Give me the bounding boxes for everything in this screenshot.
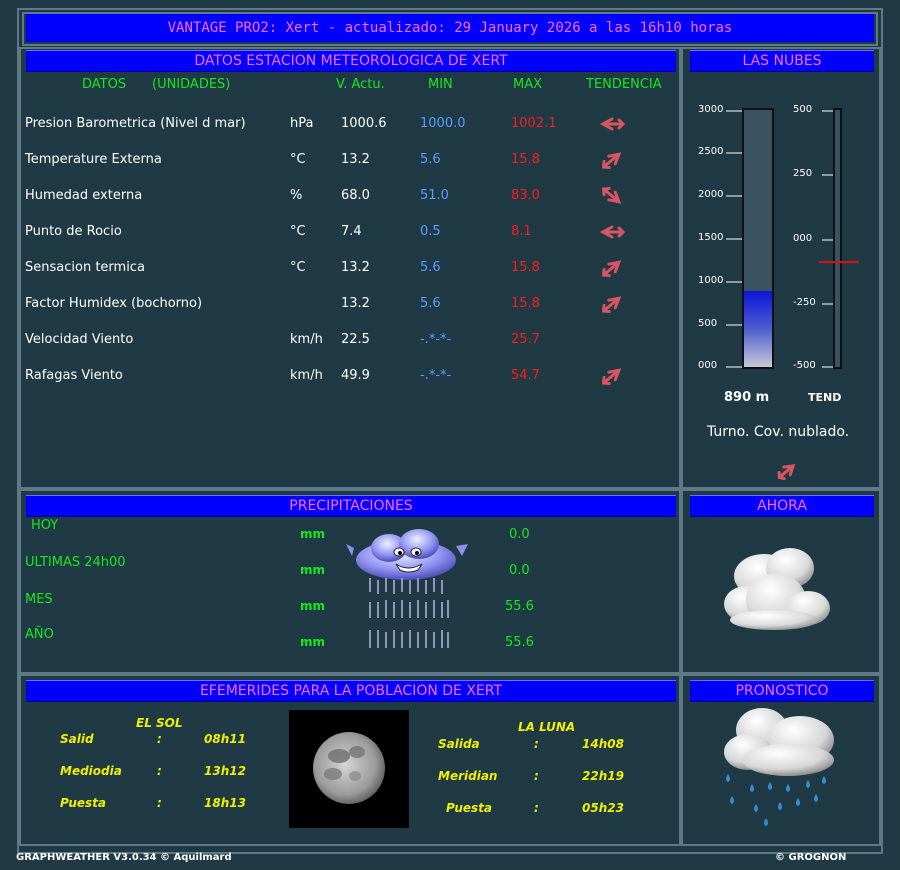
col-header-unidades: (UNIDADES) xyxy=(152,77,231,92)
precip-label: ULTIMAS 24h00 xyxy=(25,555,126,570)
col-header-actual: V. Actu. xyxy=(336,77,385,92)
moon-time: 22h19 xyxy=(582,769,624,783)
moon-label: Meridian xyxy=(438,769,498,783)
moon-sep: : xyxy=(534,769,539,783)
row-value: 7.4 xyxy=(341,224,362,239)
sun-sep: : xyxy=(157,732,162,746)
col-header-max: MAX xyxy=(513,77,543,92)
precip-label: MES xyxy=(25,592,53,607)
precip-value: 0.0 xyxy=(509,563,530,578)
precip-value: 55.6 xyxy=(505,599,534,614)
tend-tick-label: 500 xyxy=(793,104,813,115)
moon-sep: : xyxy=(534,801,539,815)
row-max: 1002.1 xyxy=(511,116,557,131)
row-unit: °C xyxy=(290,152,306,167)
altitude-tick-label: 2500 xyxy=(698,146,724,157)
row-label: Factor Humidex (bochorno) xyxy=(25,296,203,311)
row-min: -.*-*- xyxy=(420,368,452,383)
station-title: DATOS ESTACION METEOROLOGICA DE XERT xyxy=(26,50,676,72)
row-max: 15.8 xyxy=(511,152,540,167)
row-max: 15.8 xyxy=(511,296,540,311)
row-unit: km/h xyxy=(290,368,323,383)
tend-tube xyxy=(834,109,841,368)
row-label: Humedad externa xyxy=(25,188,143,203)
sun-sep: : xyxy=(157,764,162,778)
moon-time: 05h23 xyxy=(582,801,624,815)
row-unit: °C xyxy=(290,260,306,275)
row-max: 15.8 xyxy=(511,260,540,275)
rain-cloud-icon xyxy=(718,700,844,834)
row-min: 5.6 xyxy=(420,152,441,167)
moon-sep: : xyxy=(534,737,539,751)
precip-value: 0.0 xyxy=(509,527,530,542)
row-label: Sensacion termica xyxy=(25,260,145,275)
row-label: Punto de Rocio xyxy=(25,224,122,239)
moon-time: 14h08 xyxy=(582,737,624,751)
sun-label: Mediodia xyxy=(60,764,122,778)
altitude-tick-label: 000 xyxy=(698,360,718,371)
cloud-base-label: 890 m xyxy=(724,390,770,405)
cloud-base-fill xyxy=(744,291,772,367)
trend-up-icon xyxy=(598,256,626,280)
row-value: 13.2 xyxy=(341,152,370,167)
altitude-tick-label: 3000 xyxy=(698,104,724,115)
row-max: 54.7 xyxy=(511,368,540,383)
moon-label: Puesta xyxy=(446,801,493,815)
row-label: Temperature Externa xyxy=(25,152,162,167)
sun-time: 18h13 xyxy=(204,796,246,810)
sun-title: EL SOL xyxy=(136,716,183,730)
tend-tick-label: -500 xyxy=(793,360,816,371)
cloud-status: Turno. Cov. nublado. xyxy=(707,424,850,440)
trend-left-icon xyxy=(598,112,626,136)
precip-unit: mm xyxy=(300,599,326,613)
efemerides-title: EFEMERIDES PARA LA POBLACION DE XERT xyxy=(26,680,676,702)
precip-value: 55.6 xyxy=(505,635,534,650)
precip-unit: mm xyxy=(300,527,326,541)
row-value: 13.2 xyxy=(341,296,370,311)
trend-up-icon xyxy=(598,364,626,388)
footer-credit: GRAPHWEATHER V3.0.34 © Aquilmard xyxy=(16,852,232,863)
row-value: 22.5 xyxy=(341,332,370,347)
moon-image xyxy=(289,710,409,828)
tend-tick-label: 000 xyxy=(793,233,813,244)
row-value: 49.9 xyxy=(341,368,370,383)
row-value: 68.0 xyxy=(341,188,370,203)
precip-unit: mm xyxy=(300,563,326,577)
precip-label: AÑO xyxy=(25,627,54,642)
row-unit: °C xyxy=(290,224,306,239)
trend-up-icon xyxy=(598,148,626,172)
row-value: 1000.6 xyxy=(341,116,387,131)
storm-cloud-icon xyxy=(344,526,474,652)
col-header-datos: DATOS xyxy=(82,77,127,92)
trend-down-icon xyxy=(598,184,626,208)
row-min: 0.5 xyxy=(420,224,441,239)
clouds-title: LAS NUBES xyxy=(690,50,874,72)
row-min: 51.0 xyxy=(420,188,449,203)
row-unit: % xyxy=(290,188,303,203)
trend-arrow-icon xyxy=(774,458,800,484)
row-min: -.*-*- xyxy=(420,332,452,347)
sun-label: Puesta xyxy=(60,796,107,810)
row-min: 5.6 xyxy=(420,260,441,275)
row-value: 13.2 xyxy=(341,260,370,275)
row-min: 5.6 xyxy=(420,296,441,311)
row-label: Rafagas Viento xyxy=(25,368,123,383)
moon-icon xyxy=(289,710,409,828)
sun-time: 13h12 xyxy=(204,764,246,778)
tend-tick-label: 250 xyxy=(793,168,813,179)
altitude-tick-label: 1000 xyxy=(698,275,724,286)
altitude-tick-label: 500 xyxy=(698,318,718,329)
row-label: Velocidad Viento xyxy=(25,332,134,347)
sun-sep: : xyxy=(157,796,162,810)
page-title: VANTAGE PRO2: Xert - actualizado: 29 January 2026 a las 16h10 horas xyxy=(26,14,874,42)
trend-up-icon xyxy=(598,292,626,316)
cloudy-icon xyxy=(716,532,836,636)
sun-time: 08h11 xyxy=(204,732,246,746)
ahora-title: AHORA xyxy=(690,495,874,517)
tend-tick-label: -250 xyxy=(793,297,816,308)
cloud-base-gauge xyxy=(686,95,880,395)
row-min: 1000.0 xyxy=(420,116,466,131)
sun-label: Salid xyxy=(60,732,94,746)
row-max: 8.1 xyxy=(511,224,532,239)
trend-left-icon xyxy=(598,220,626,244)
altitude-tick-label: 1500 xyxy=(698,232,724,243)
precip-label: HOY xyxy=(31,518,59,533)
col-header-tendencia: TENDENCIA xyxy=(586,77,662,92)
altitude-tick-label: 2000 xyxy=(698,189,724,200)
moon-label: Salida xyxy=(438,737,480,751)
row-unit: hPa xyxy=(290,116,314,131)
row-unit: km/h xyxy=(290,332,323,347)
col-header-min: MIN xyxy=(428,77,453,92)
row-label: Presion Barometrica (Nivel d mar) xyxy=(25,116,246,131)
precip-title: PRECIPITACIONES xyxy=(26,495,676,517)
tend-label: TEND xyxy=(808,391,842,404)
row-max: 25.7 xyxy=(511,332,540,347)
row-max: 83.0 xyxy=(511,188,540,203)
precip-unit: mm xyxy=(300,635,326,649)
moon-title: LA LUNA xyxy=(518,720,576,734)
footer-copyright: © GROGNON xyxy=(775,852,847,863)
pronostico-title: PRONOSTICO xyxy=(690,680,874,702)
